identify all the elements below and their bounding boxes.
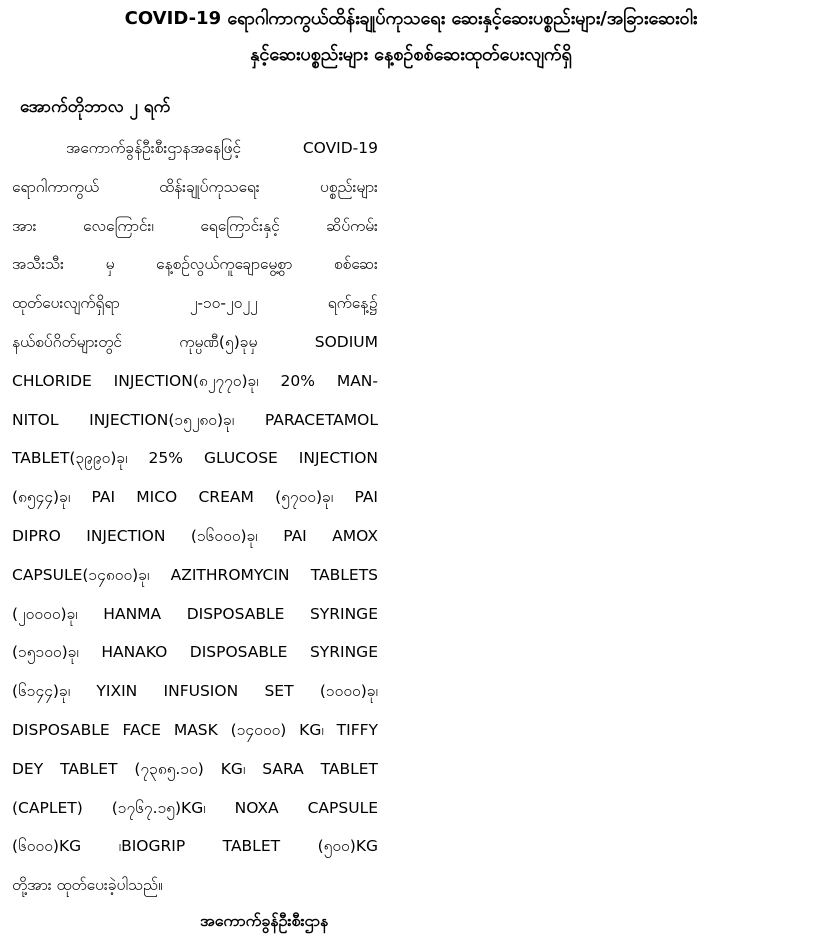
body-line: CAPSULE(၁၄၈၀၀)ခု၊ AZITHROMYCIN TABLETS (12, 565, 378, 584)
body-line: CHLORIDE INJECTION(၈၂၇၇၀)ခု၊ 20% MAN- (12, 371, 378, 390)
dateline: အောက်တိုဘာလ ၂ ရက် (20, 97, 171, 117)
body-line: NITOL INJECTION(၁၅၂၈၀)ခု၊ PARACETAMOL (12, 410, 378, 429)
body-line: (၈၅၄၄)ခု၊ PAI MICO CREAM (၅၇၀၀)ခု၊ PAI (12, 488, 378, 507)
body-line: (၂၀၀၀၀)ခု၊ HANMA DISPOSABLE SYRINGE (12, 604, 378, 623)
body-line: TABLET(၃၉၉၀)ခု၊ 25% GLUCOSE INJECTION (12, 449, 378, 468)
body-line: ရောဂါကာကွယ် ထိန်းချုပ်ကုသရေး ပစ္စည်းများ (12, 177, 378, 196)
body-line: အား လေကြောင်း၊ ရေကြောင်းနှင့် ဆိပ်ကမ်း (12, 216, 378, 235)
body-line: ထုတ်ပေးလျက်ရှိရာ ၂-၁၀-၂၀၂၂ ရက်နေ့၌ (12, 294, 378, 313)
body-line: (၁၅၁၀၀)ခု၊ HANAKO DISPOSABLE SYRINGE (12, 643, 378, 662)
body-line: နယ်စပ်ဂိတ်များတွင် ကုမ္ပဏီ(၅)ခုမှ SODIUM (12, 332, 378, 351)
article-body (12, 129, 378, 905)
body-line: DEY TABLET (၇၃၈၅.၁၀) KG၊ SARA TABLET (12, 759, 378, 778)
headline-line-1: COVID-19 ရောဂါကာကွယ်ထိန်းချုပ်ကုသရေး ဆေးနှင့်ဆေးပစ္စည်းများ/အခြားဆေးဝါး (124, 8, 698, 29)
body-line: (CAPLET) (၁၇၆၇.၁၅)KG၊ NOXA CAPSULE (12, 798, 378, 817)
signature-department: အကောက်ခွန်ဦးစီးဌာန (200, 911, 329, 930)
body-line: အသီးသီး မှ နေ့စဉ်လွယ်ကူချောမွေ့စွာ စစ်ဆေး (12, 255, 378, 274)
headline-line-2: နှင့်ဆေးပစ္စည်းများ နေ့စဉ်စစ်ဆေးထုတ်ပေးလျက်ရှိ (250, 44, 572, 65)
body-line-final: တို့အား ထုတ်ပေးခဲ့ပါသည်။ (12, 876, 163, 895)
body-line: အကောက်ခွန်ဦးစီးဌာနအနေဖြင့် COVID-19 (66, 139, 378, 157)
body-line: DISPOSABLE FACE MASK (၁၄၀၀၀) KG၊ TIFFY (12, 720, 378, 739)
body-line: (၆၁၄၄)ခု၊ YIXIN INFUSION SET (၁၀၀၀)ခု၊ (12, 682, 378, 701)
body-line: DIPRO INJECTION (၁၆၀၀၀)ခု၊ PAI AMOX (12, 526, 378, 545)
body-line: (၆၀၀၀)KG ၊BIOGRIP TABLET (၅၀၀)KG (12, 837, 378, 856)
